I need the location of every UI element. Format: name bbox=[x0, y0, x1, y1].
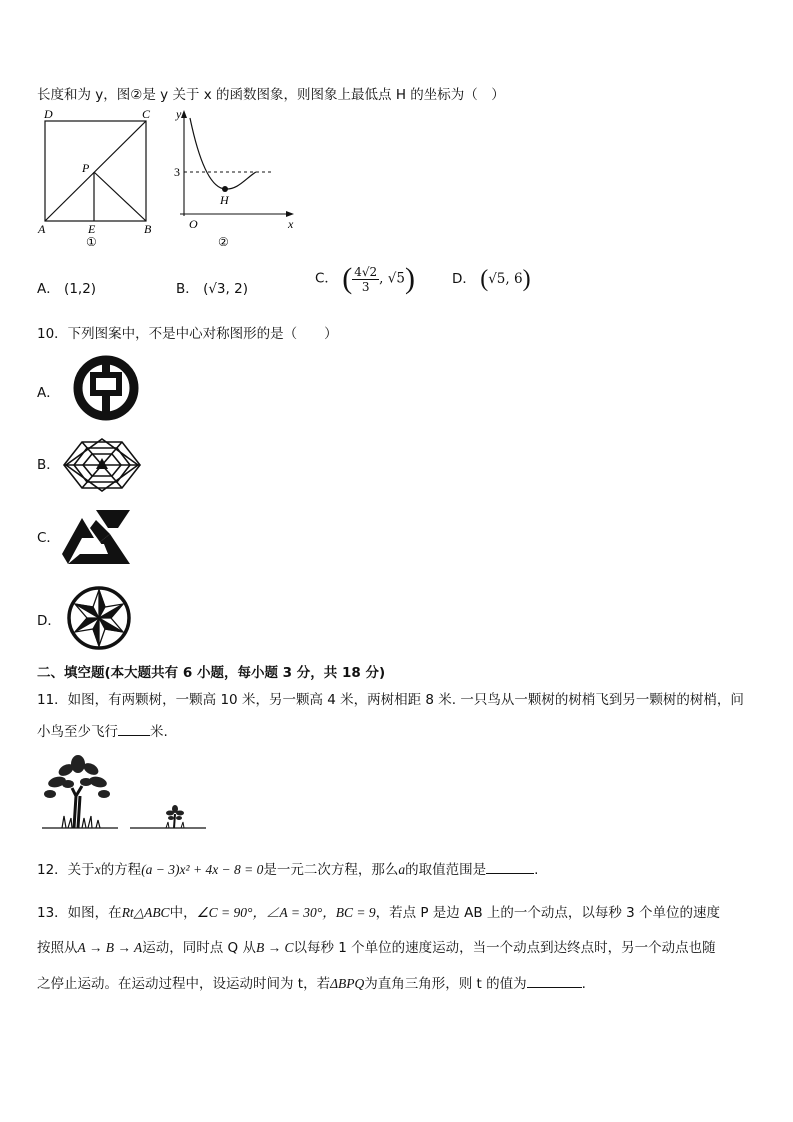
label-E: E bbox=[88, 222, 96, 236]
origin-label: O bbox=[189, 217, 198, 231]
q9-option-d: D． (√5, 6) bbox=[452, 266, 531, 292]
tick-3-label: 3 bbox=[174, 165, 180, 179]
q9-stem-tail: 长度和为 y，图②是 y 关于 x 的函数图象，则图象上最低点 H 的坐标为（ ） bbox=[37, 87, 505, 103]
trees-illustration bbox=[38, 752, 210, 832]
option-c-numerator: 4√2 bbox=[354, 264, 378, 279]
q10-option-a-label: A． bbox=[37, 385, 60, 401]
label-P: P bbox=[82, 161, 90, 175]
q10-option-c-label: C． bbox=[37, 530, 60, 546]
section-heading: 二、填空题(本大题共有 6 小题，每小题 3 分，共 18 分) bbox=[37, 665, 386, 681]
q10-option-b-label: B． bbox=[37, 457, 60, 473]
q11-answer-blank[interactable] bbox=[118, 723, 150, 736]
bank-logo-icon bbox=[71, 354, 141, 422]
q9-figure-graph bbox=[170, 106, 300, 246]
q9-option-a: A． (1,2) bbox=[37, 281, 97, 297]
q9-option-b: B． (√3, 2) bbox=[176, 281, 248, 297]
hexagon-web-icon bbox=[60, 436, 144, 494]
point-H-label: H bbox=[220, 193, 229, 207]
q9-figure-square bbox=[34, 106, 159, 246]
q13-answer-blank[interactable] bbox=[527, 975, 582, 988]
label-A: A bbox=[38, 222, 46, 236]
q12-answer-blank[interactable] bbox=[486, 861, 534, 874]
label-B: B bbox=[144, 222, 152, 236]
q10-option-d-label: D． bbox=[37, 613, 61, 629]
q9-option-c: C． ( $\frac{4√2}{3}$ , √5) bbox=[315, 262, 415, 295]
q13-line1: 13．如图，在Rt△ABC中，∠C = 90°，∠A = 30°，BC = 9，若点 P 是边 AB 上的一个动点，以每秒 3 个单位的速度 bbox=[37, 905, 721, 921]
q12-line: 12．关于x的方程(a − 3)x² + 4x − 8 = 0是一元二次方程，那么a的取值范围是 . bbox=[37, 862, 539, 878]
label-D: D bbox=[44, 107, 53, 121]
label-C: C bbox=[142, 107, 151, 121]
axis-x-label: x bbox=[288, 217, 294, 231]
q13-line2: 按照从A → B → A运动，同时点 Q 从B → C以每秒 1 个单位的速度运动，当一个动点到达终点时，另一个动点也随 bbox=[37, 940, 716, 956]
q11-line2: 小鸟至少飞行 米. bbox=[37, 724, 168, 740]
star-circle-icon bbox=[64, 585, 134, 651]
fig1-caption: ① bbox=[86, 235, 97, 246]
axis-y-label: y bbox=[176, 107, 182, 121]
q13-line3: 之停止运动。在运动过程中，设运动时间为 t，若ΔBPQ为直角三角形，则 t 的值为 . bbox=[37, 976, 586, 992]
q12-equation: (a − 3)x² + 4x − 8 = 0 bbox=[141, 862, 264, 877]
recycle-triangle-icon bbox=[60, 508, 132, 566]
fig2-caption: ② bbox=[218, 235, 229, 246]
q10-stem: 10．下列图案中，不是中心对称图形的是（ ） bbox=[37, 326, 338, 342]
option-c-denominator: 3 bbox=[361, 279, 370, 294]
q11-line1: 11．如图，有两颗树，一颗高 10 米，另一颗高 4 米，两树相距 8 米. 一只鸟从一颗树的树梢飞到另一颗树的树梢，问 bbox=[37, 692, 744, 708]
